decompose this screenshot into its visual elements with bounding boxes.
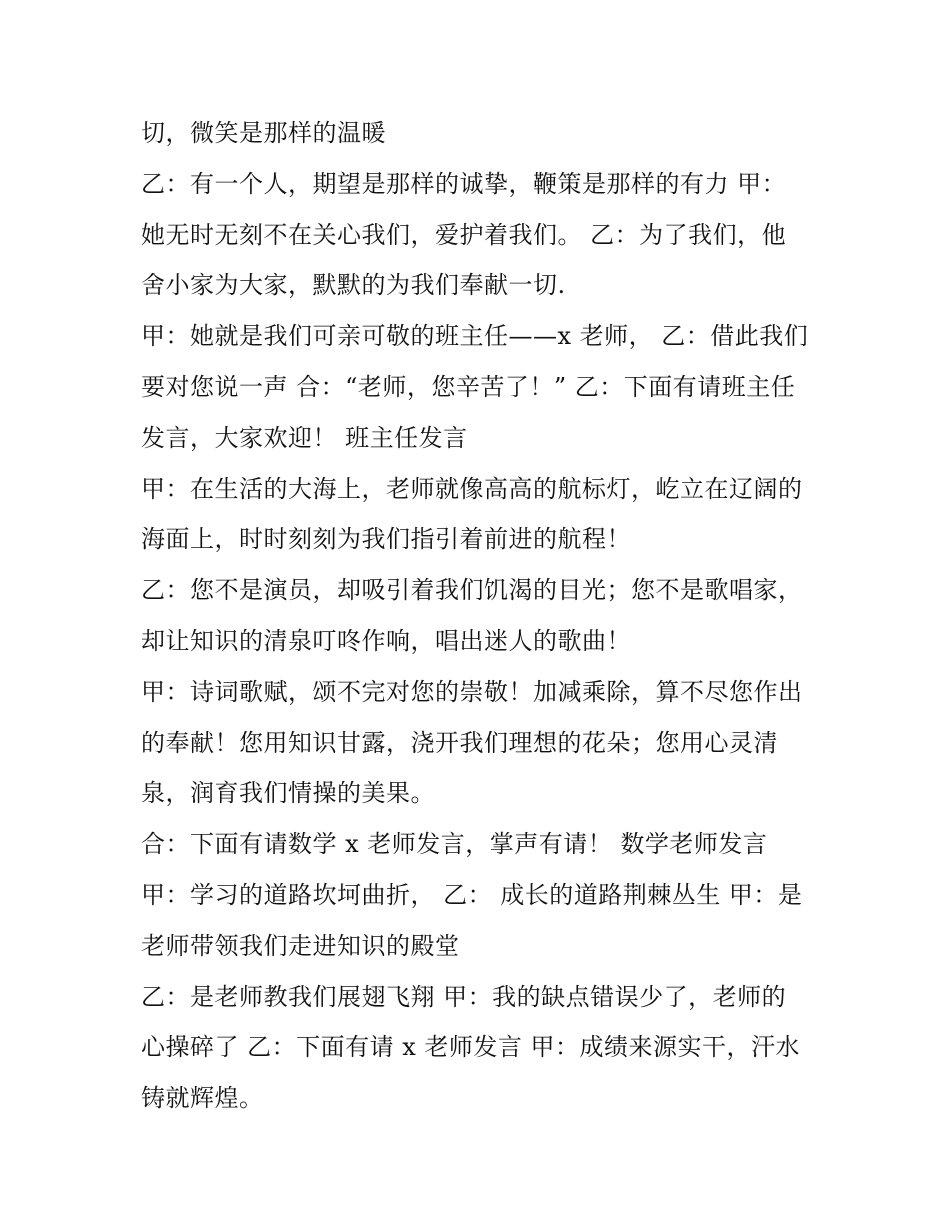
text-line: 甲：诗词歌赋，颂不完对您的崇敬！加减乘除，算不尽您作出 [141, 677, 803, 706]
text-line: 泉，润育我们情操的美果。 [141, 779, 435, 808]
text-line: 乙：您不是演员，却吸引着我们饥渴的目光；您不是歌唱家， [141, 576, 803, 605]
text-line: 合：下面有请数学 x 老师发言，掌声有请！ 数学老师发言 [141, 830, 768, 859]
text-line: 铸就辉煌。 [141, 1084, 264, 1113]
text-line: 甲：她就是我们可亲可敬的班主任——x 老师， 乙：借此我们 [141, 322, 809, 351]
text-line: 切，微笑是那样的温暖 [141, 119, 386, 147]
text-line: 甲：学习的道路坎坷曲折， 乙： 成长的道路荆棘丛生 甲：是 [141, 880, 803, 909]
text-line: 发言，大家欢迎！ 班主任发言 [141, 423, 468, 452]
text-line: 舍小家为大家，默默的为我们奉献一切. [141, 271, 566, 300]
text-line: 乙：有一个人，期望是那样的诚挚，鞭策是那样的有力 甲： [141, 169, 787, 198]
text-line: 要对您说一声 合：“老师，您辛苦了！” 乙：下面有请班主任 [141, 372, 796, 401]
text-line: 海面上，时时刻刻为我们指引着前进的航程！ [141, 525, 631, 554]
text-line: 老师带领我们走进知识的殿堂 [141, 931, 460, 960]
text-line: 的奉献！您用知识甘露，浇开我们理想的花朵；您用心灵清 [141, 728, 778, 757]
document-body [141, 108, 821, 1124]
text-line: 乙：是老师教我们展翅飞翔 甲：我的缺点错误少了，老师的 [141, 982, 787, 1011]
text-line: 却让知识的清泉叮咚作响，唱出迷人的歌曲！ [141, 626, 631, 655]
text-line: 心操碎了 乙：下面有请 x 老师发言 甲：成绩来源实干，汗水 [141, 1033, 801, 1062]
text-line: 甲：在生活的大海上，老师就像高高的航标灯，屹立在辽阔的 [141, 474, 803, 503]
text-line: 她无时无刻不在关心我们，爱护着我们。 乙：为了我们，他 [141, 220, 787, 249]
